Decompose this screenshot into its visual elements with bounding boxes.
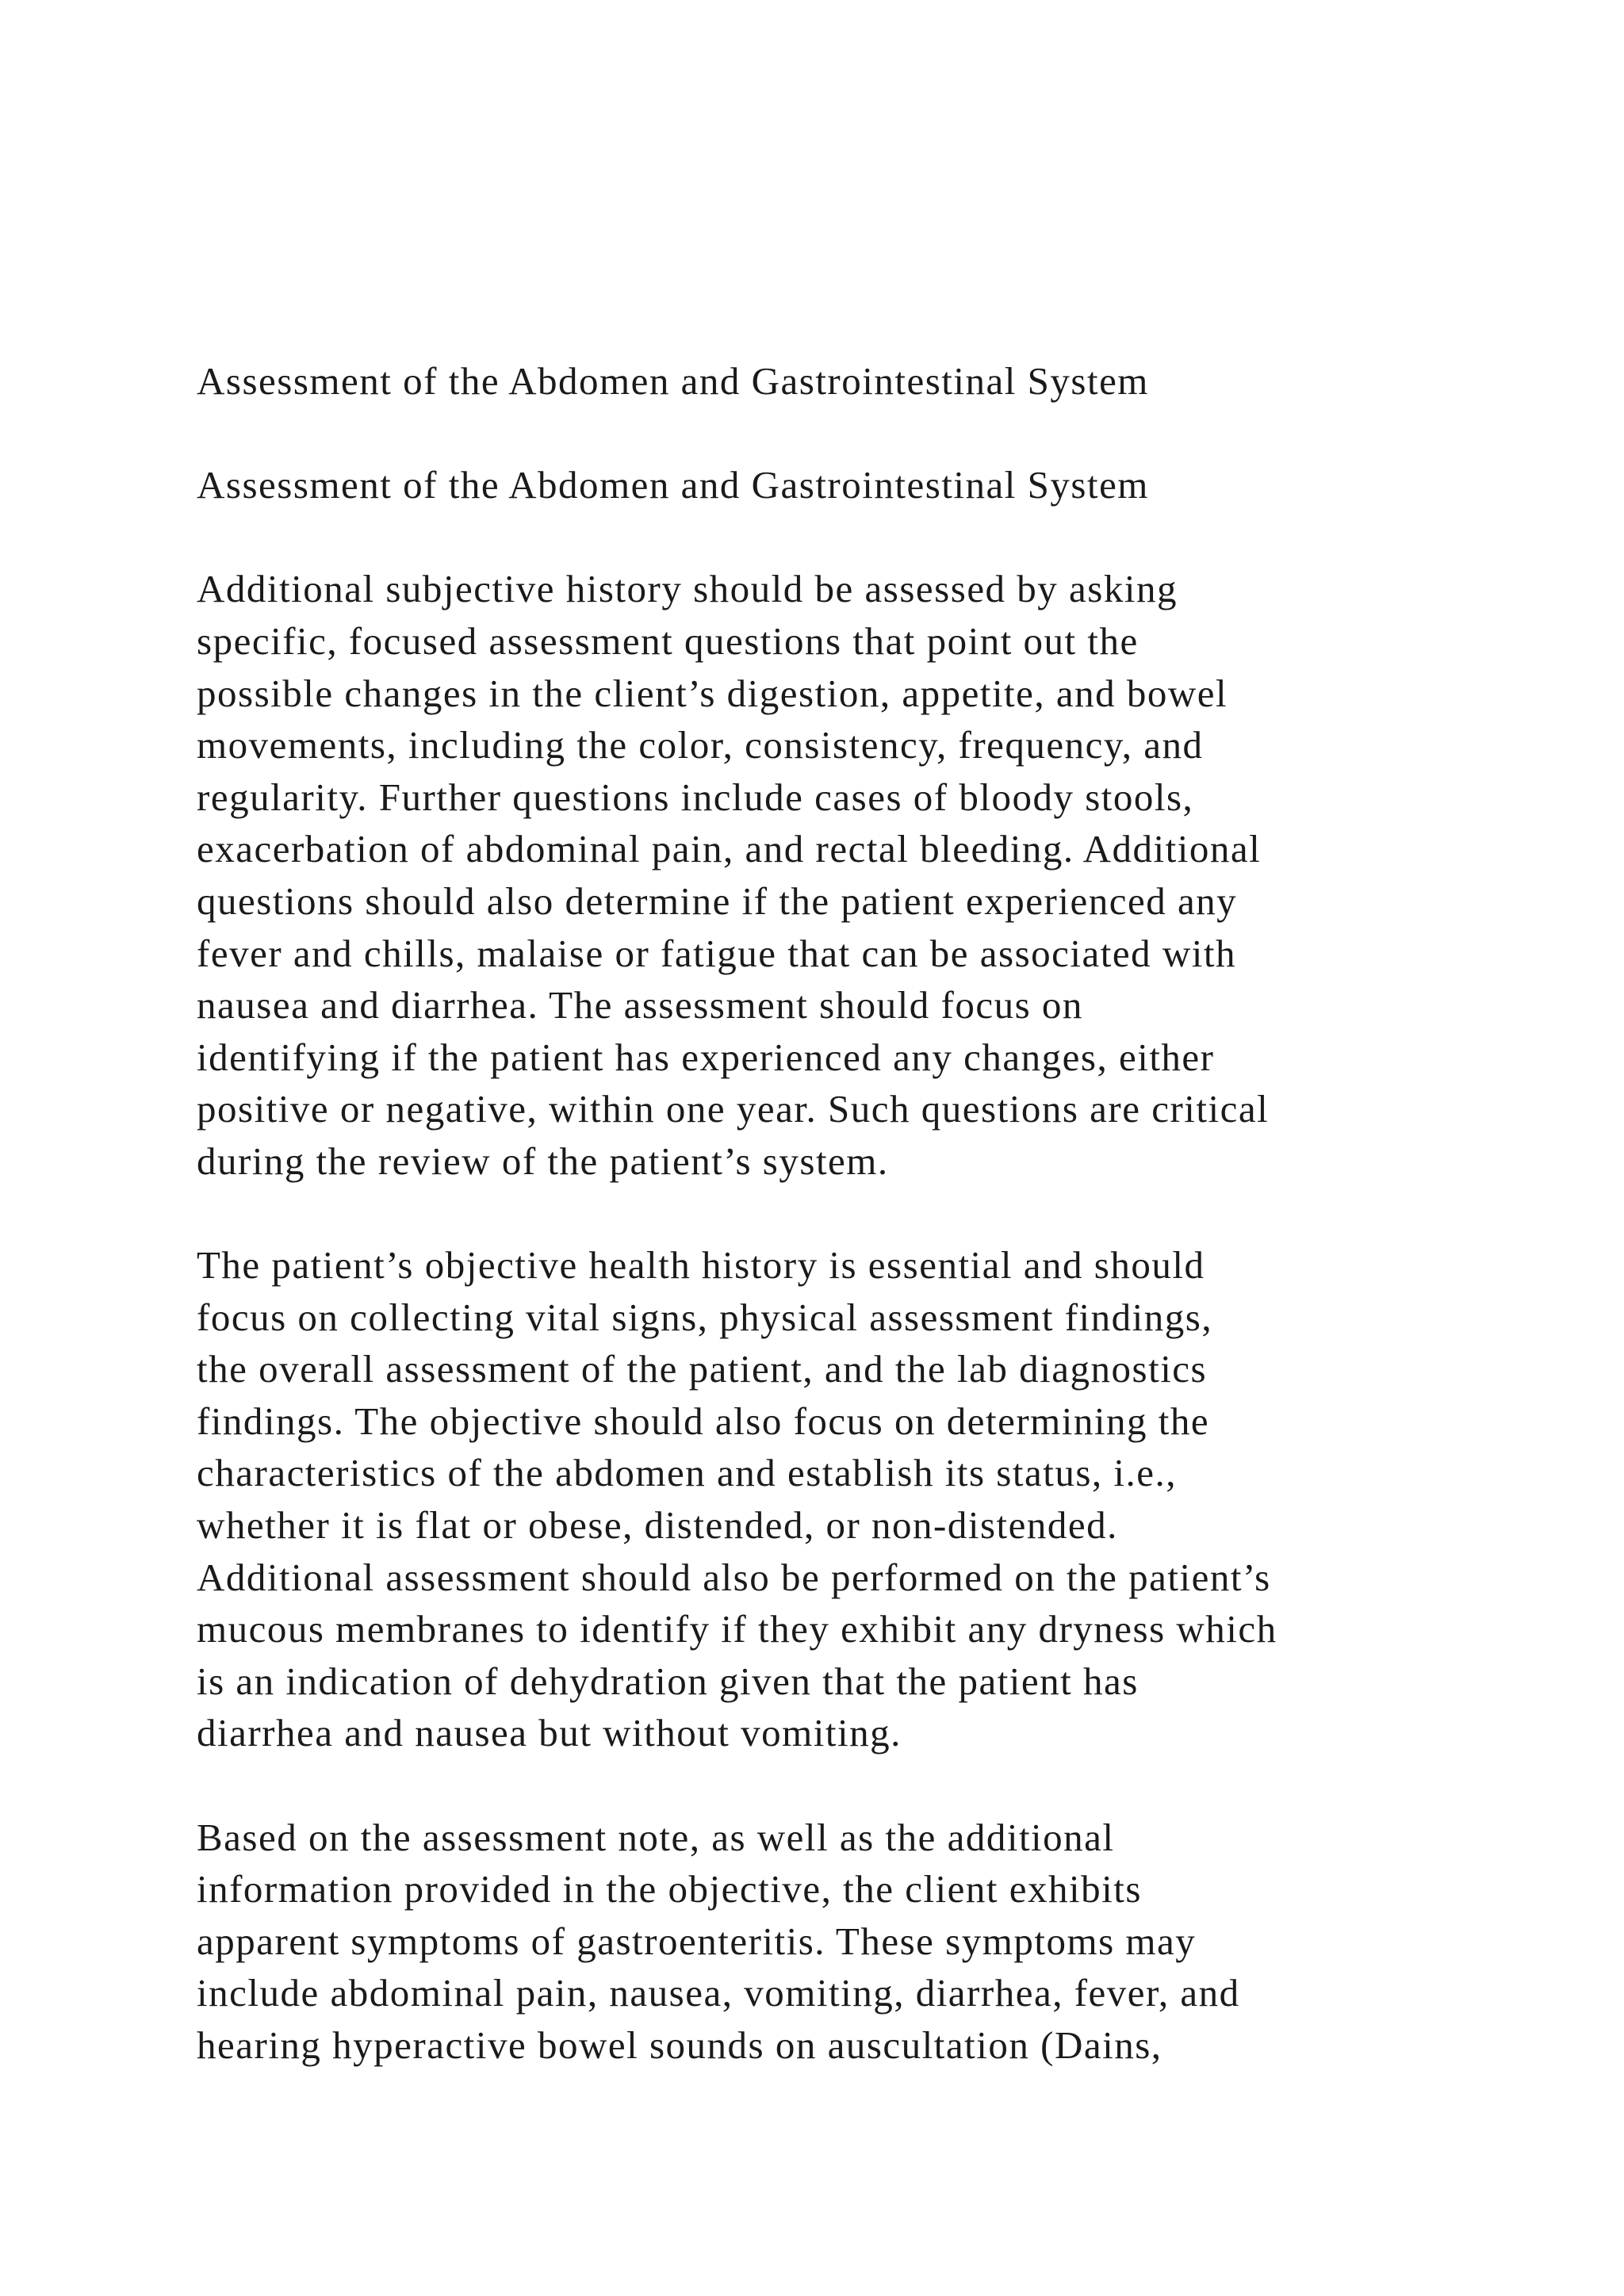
text-line: findings. The objective should also focus on determining the [197,1399,1210,1443]
text-line: diarrhea and nausea but without vomiting. [197,1711,902,1755]
text-line: Additional assessment should also be performed on the patient’s [197,1555,1271,1599]
text-line: possible changes in the client’s digestion, appetite, and bowel [197,671,1228,715]
text-line: exacerbation of abdominal pain, and rectal bleeding. Additional [197,827,1262,871]
text-line: fever and chills, malaise or fatigue that can be associated with [197,931,1236,975]
document-title [197,355,1450,408]
text-line: whether it is flat or obese, distended, or non-distended. [197,1503,1118,1548]
text-line: regularity. Further questions include cases of bloody stools, [197,775,1194,819]
text-line: identifying if the patient has experienced any changes, either [197,1035,1215,1079]
paragraph-subjective-history [197,563,1450,1187]
text-line: nausea and diarrhea. The assessment should focus on [197,983,1083,1027]
text-line: characteristics of the abdomen and establish its status, i.e., [197,1451,1178,1495]
text-line: during the review of the patient’s system. [197,1138,889,1183]
document-body [197,355,1450,2123]
text-line: The patient’s objective health history is essential and should [197,1243,1205,1288]
text-line: movements, including the color, consistency, frequency, and [197,723,1204,767]
text-line: positive or negative, within one year. Such questions are critical [197,1087,1270,1131]
text-line: information provided in the objective, the client exhibits [197,1867,1142,1911]
text-line: focus on collecting vital signs, physical assessment findings, [197,1295,1213,1339]
text-line: specific, focused assessment questions that point out the [197,618,1139,663]
subtitle-line: Assessment of the Abdomen and Gastrointestinal System [197,463,1149,507]
text-line: mucous membranes to identify if they exhibit any dryness which [197,1607,1277,1651]
text-line: the overall assessment of the patient, and the lab diagnostics [197,1347,1208,1391]
text-line: questions should also determine if the patient experienced any [197,878,1238,923]
text-line: hearing hyperactive bowel sounds on auscultation (Dains, [197,2023,1162,2067]
text-line: Additional subjective history should be assessed by asking [197,567,1178,611]
paragraph-assessment-note [197,1812,1450,2072]
title-line: Assessment of the Abdomen and Gastrointestinal System [197,359,1149,403]
text-line: include abdominal pain, nausea, vomiting, diarrhea, fever, and [197,1971,1240,2015]
text-line: is an indication of dehydration given that the patient has [197,1659,1139,1703]
text-line: apparent symptoms of gastroenteritis. These symptoms may [197,1919,1197,1963]
paragraph-objective-history [197,1239,1450,1759]
document-subtitle [197,459,1450,511]
text-line: Based on the assessment note, as well as the additional [197,1815,1115,1859]
